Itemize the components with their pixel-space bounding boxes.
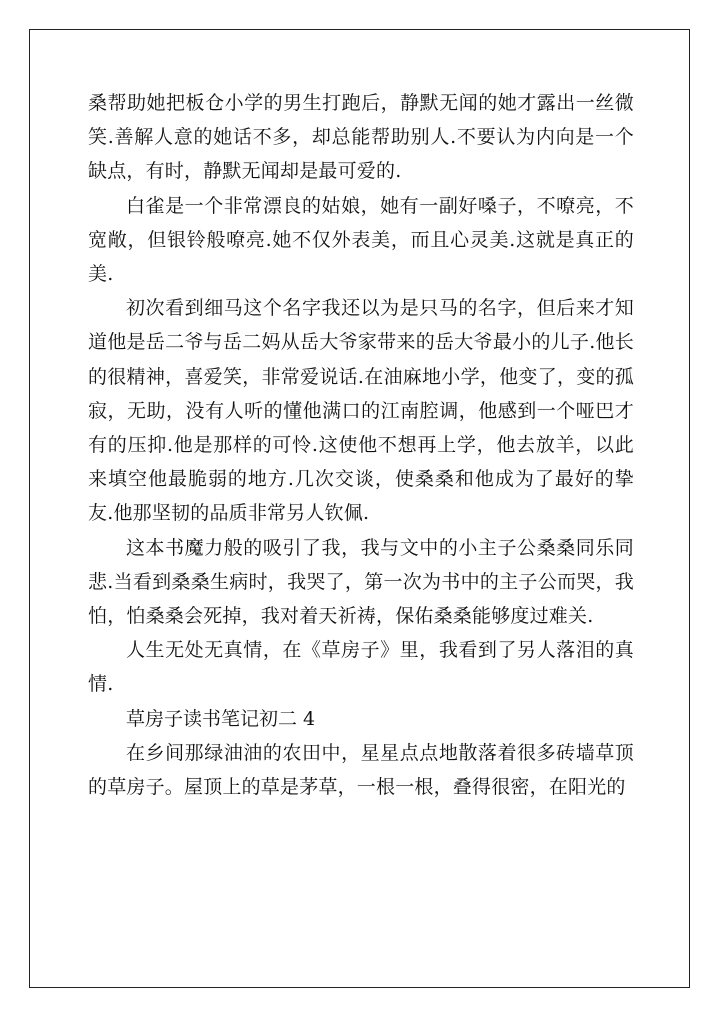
paragraph-6: 在乡间那绿油油的农田中，星星点点地散落着很多砖墙草顶的草房子。屋顶上的草是茅草，一根一根，叠得很密，在阳光的 xyxy=(88,741,634,799)
paragraph-5: 人生无处无真情，在《草房子》里，我看到了另人落泪的真情. xyxy=(88,639,634,696)
paragraph-3: 初次看到细马这个名字我还以为是只马的名字，但后来才知道他是岳二爷与岳二妈从岳大爷家带来的岳大爷最小的儿子.他长的很精神，喜爱笑，非常爱说话.在油麻地小学，他变了，变的孤寂，无助，没有人听的懂他满口的江南腔调，他感到一个哑巴才有的压抑.他是那样的可怜.这使他不想再上学，他去放羊，以此来填空他最脆弱的地方.几次交谈，使桑桑和他成为了最好的挚友.他那坚韧的品质非常另人钦佩. xyxy=(88,297,634,525)
paragraph-4: 这本书魔力般的吸引了我，我与文中的小主子公桑桑同乐同悲.当看到桑桑生病时，我哭了，第一次为书中的主子公而哭，我怕，怕桑桑会死掉，我对着天祈祷，保佑桑桑能够度过难关. xyxy=(88,536,634,628)
paragraph-1: 桑帮助她把板仓小学的男生打跑后，静默无闻的她才露出一丝微笑.善解人意的她话不多，却总能帮助别人.不要认为内向是一个缺点，有时，静默无闻却是最可爱的. xyxy=(88,92,634,183)
document-body xyxy=(88,86,634,804)
paragraph-2: 白雀是一个非常漂良的姑娘，她有一副好嗓子，不嘹亮，不宽敞，但银铃般嘹亮.她不仅外表美，而且心灵美.这就是真正的美. xyxy=(88,194,634,286)
section-heading: 草房子读书笔记初二 4 xyxy=(126,707,316,730)
